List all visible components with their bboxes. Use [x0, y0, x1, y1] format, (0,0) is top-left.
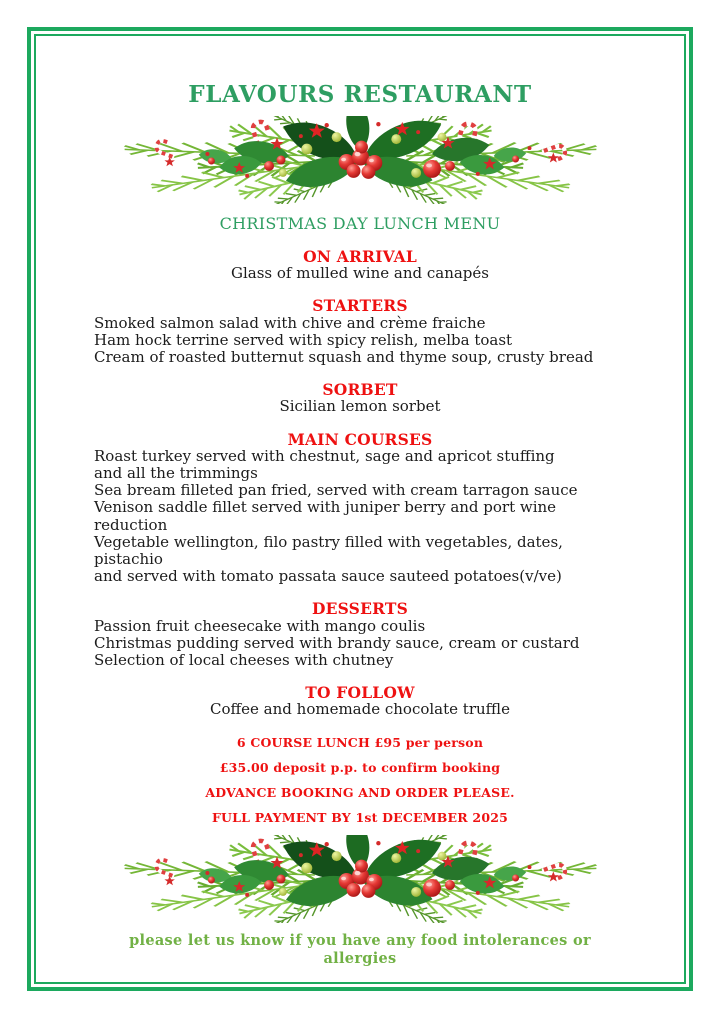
menu-page	[27, 27, 693, 991]
menu-section-on-arrival	[94, 248, 626, 282]
menu-sections	[94, 248, 626, 719]
menu-item: Ham hock terrine served with spicy relish, melba toast	[94, 330, 513, 349]
booking-note: FULL PAYMENT BY 1st DECEMBER 2025	[211, 809, 509, 825]
section-heading: ON ARRIVAL	[303, 247, 417, 266]
holly-garland-decoration-bottom	[112, 835, 609, 923]
menu-section-starters	[94, 297, 626, 366]
menu-item: Sicilian lemon sorbet	[279, 397, 441, 416]
menu-item: Cream of roasted butternut squash and thyme soup, crusty bread	[94, 348, 594, 367]
section-heading: TO FOLLOW	[305, 683, 415, 703]
allergy-footer-note: please let us know if you have any food intolerances or allergies	[129, 931, 591, 967]
menu-item: Vegetable wellington, filo pastry filled with vegetables, dates, pistachio	[94, 532, 563, 569]
menu-section-to-follow	[94, 684, 626, 718]
menu-item: Christmas pudding served with brandy sauce, cream or custard	[94, 633, 580, 652]
menu-item: Glass of mulled wine and canapés	[230, 264, 489, 283]
menu-section-sorbet	[94, 381, 626, 415]
booking-note: £35.00 deposit p.p. to confirm booking	[219, 759, 501, 775]
holly-garland-decoration-top	[112, 116, 609, 204]
menu-item: Venison saddle fillet served with juniper berry and port wine reduction	[94, 498, 557, 534]
section-heading: MAIN COURSES	[287, 429, 433, 449]
booking-note: ADVANCE BOOKING AND ORDER PLEASE.	[205, 784, 515, 800]
booking-notes	[94, 735, 626, 826]
menu-item: Coffee and homemade chocolate truffle	[210, 700, 510, 719]
menu-item: Selection of local cheeses with chutney	[94, 651, 394, 670]
restaurant-title: FLAVOURS RESTAURANT	[188, 81, 532, 108]
menu-item: and served with tomato passata sauce sauteed potatoes(v/ve)	[94, 567, 562, 586]
menu-item: and all the trimmings	[94, 464, 258, 483]
section-heading: STARTERS	[312, 296, 408, 316]
menu-subtitle: CHRISTMAS DAY LUNCH MENU	[219, 214, 501, 233]
section-heading: SORBET	[322, 380, 398, 400]
menu-section-main-courses	[94, 431, 626, 586]
menu-item: Sea bream filleted pan fried, served with cream tarragon sauce	[94, 481, 578, 500]
menu-item: Passion fruit cheesecake with mango coulis	[94, 616, 426, 635]
section-heading: DESSERTS	[311, 599, 409, 619]
booking-note: 6 COURSE LUNCH £95 per person	[236, 734, 484, 750]
menu-section-desserts	[94, 600, 626, 669]
menu-content	[37, 37, 683, 981]
menu-item: Smoked salmon salad with chive and crème fraiche	[94, 313, 486, 332]
menu-item: Roast turkey served with chestnut, sage and apricot stuffing	[94, 446, 555, 465]
